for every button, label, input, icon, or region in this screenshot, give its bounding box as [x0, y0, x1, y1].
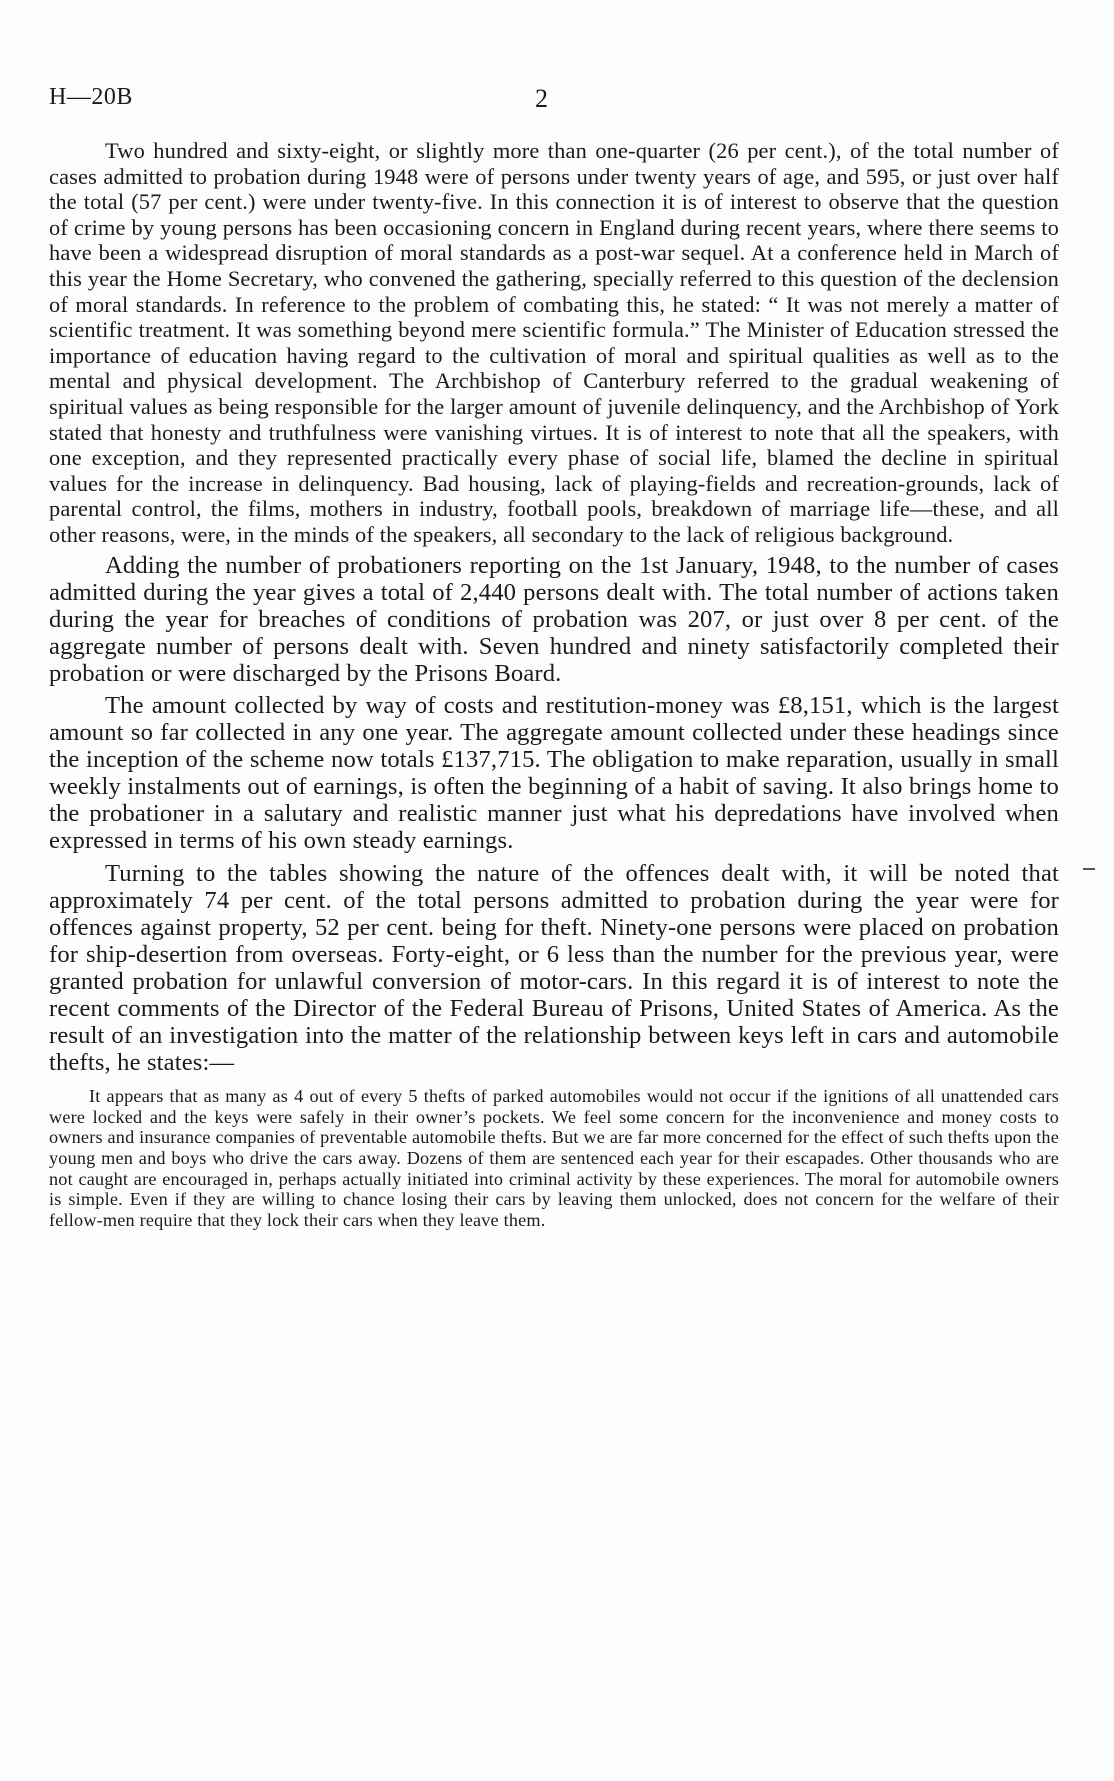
block-quote: It appears that as many as 4 out of every 5 thefts of parked automobiles would not occur if the ignitions of all unattended cars were locked and the keys were safely in their owner’s pockets. We feel some concern for the inconvenience and money costs to owners and insurance companies of preventable automobile thefts. But we are far more concerned for the effect of such thefts upon the young men and boys who drive the cars away. Dozens of them are sentenced each year for their escapades. Other thousands who are not caught are encouraged in, perhaps actually initiated into criminal activity by these experiences. The moral for automobile owners is simple. Even if they are willing to chance losing their cars by leaving them unlocked, does not concern for the welfare of their fellow-men require that they lock their cars when they leave them.: [49, 1086, 1059, 1230]
margin-mark: [1083, 868, 1095, 870]
paragraph-restitution: The amount collected by way of costs and restitution-money was £8,151, which is the largest amount so far collected in any one year. The aggregate amount collected under these headings since the inception of the scheme now totals £137,715. The obligation to make reparation, usually in small weekly instalments out of earnings, is often the beginning of a habit of saving. It also brings home to the probationer in a salutary and realistic manner just what his depredations have involved when expressed in terms of his own steady earnings.: [49, 691, 1059, 855]
document-reference: H—20B: [49, 84, 133, 110]
page-header: [49, 84, 1059, 118]
page-number: 2: [535, 84, 548, 113]
paragraph-offences: Turning to the tables showing the nature of the offences dealt with, it will be noted that approximately 74 per cent. of the total persons admitted to probation during the year were for offences against property, 52 per cent. being for theft. Ninety-one persons were placed on probation for ship-desertion from overseas. Forty-eight, or 6 less than the number for the previous year, were granted probation for unlawful conversion of motor-cars. In this regard it is of interest to note the recent comments of the Director of the Federal Bureau of Prisons, United States of America. As the result of an investigation into the matter of the relationship between keys left in cars and automobile thefts, he states:—: [49, 859, 1059, 1077]
body-text: [49, 138, 1059, 1230]
paragraph-juvenile-crime: Two hundred and sixty-eight, or slightly more than one-quarter (26 per cent.), of the total number of cases admitted to probation during 1948 were of persons under twenty years of age, and 595, or just over half the total (57 per cent.) were under twenty-five. In this connection it is of interest to observe that the question of crime by young persons has been occasioning concern in England during recent years, where there seems to have been a widespread disruption of moral standards as a post-war sequel. At a conference held in March of this year the Home Secretary, who convened the gathering, specially referred to this question of the declension of moral standards. In reference to the problem of combating this, he stated: “ It was not merely a matter of scientific treatment. It was something beyond mere scientific formula.” The Minister of Education stressed the importance of education having regard to the cultivation of moral and spiritual qualities as well as to the mental and physical development. The Archbishop of Canterbury referred to the gradual weakening of spiritual values as being responsible for the larger amount of juvenile delinquency, and the Archbishop of York stated that honesty and truthfulness were vanishing virtues. It is of interest to note that all the speakers, with one exception, and they represented practically every phase of social life, blamed the decline in spiritual values for the increase in delinquency. Bad housing, lack of playing-fields and recreation-grounds, lack of parental control, the films, mothers in industry, football pools, breakdown of marriage life—these, and all other reasons, were, in the minds of the speakers, all secondary to the lack of religious background.: [49, 138, 1059, 547]
paragraph-persons-dealt-with: Adding the number of probationers reporting on the 1st January, 1948, to the number of cases admitted during the year gives a total of 2,440 persons dealt with. The total number of actions taken during the year for breaches of conditions of probation was 207, or just over 8 per cent. of the aggregate number of persons dealt with. Seven hundred and ninety satisfactorily completed their probation or were discharged by the Prisons Board.: [49, 551, 1059, 687]
